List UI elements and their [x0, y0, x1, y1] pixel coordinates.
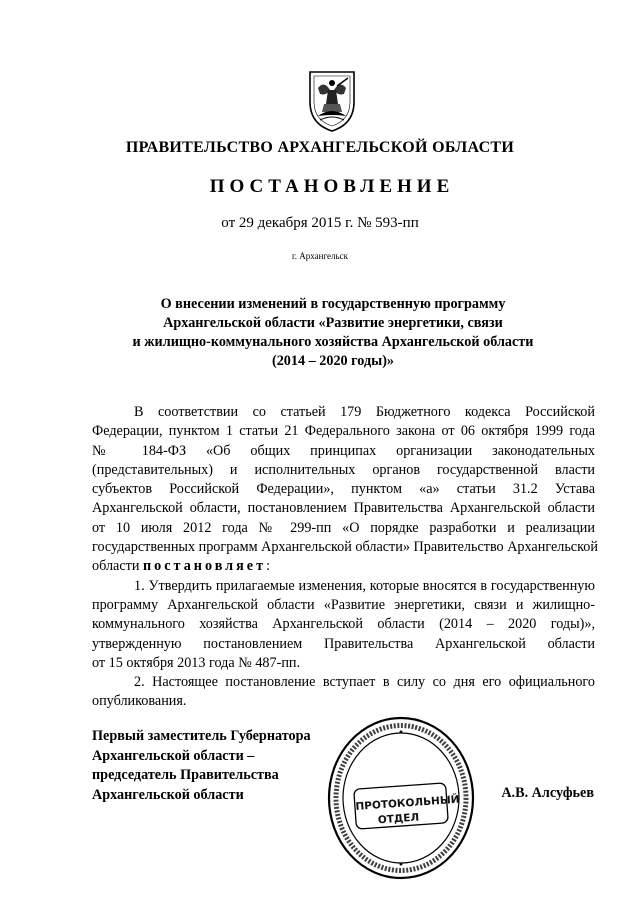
body-line-resolves — [92, 557, 595, 576]
item1-line: от 15 октября 2013 года № 487-пп. — [92, 654, 301, 671]
organization-name: ПРАВИТЕЛЬСТВО АРХАНГЕЛЬСКОЙ ОБЛАСТИ — [125, 139, 515, 156]
coat-of-arms-icon — [304, 68, 360, 134]
stamp-label-line: ОТДЕЛ — [377, 811, 420, 827]
resolves-word: постановляет — [142, 558, 267, 575]
preamble-end: области — [92, 558, 140, 575]
signer-position-line: председатель Правительства — [92, 767, 279, 783]
title-line: О внесении изменений в государственную программу — [160, 296, 506, 312]
item1-line: коммунального хозяйства Архангельской области (2014 – 2020 годы)», — [92, 616, 595, 633]
stamp-label-line: ПРОТОКОЛЬНЫЙ — [355, 793, 460, 813]
body-line: Федерации, пунктом 1 статьи 21 Федерального закона от 06 октября 1999 года — [92, 423, 595, 440]
signer-position-line: Первый заместитель Губернатора — [92, 728, 311, 744]
document-type: ПОСТАНОВЛЕНИЕ — [209, 176, 455, 197]
item2-line: 2. Настоящее постановление вступает в силу со дня его официального — [134, 674, 595, 691]
resolves-colon: : — [266, 558, 271, 575]
item1-line: программу Архангельской области «Развитие энергетики, связи и жилищно- — [92, 596, 595, 613]
title-line: Архангельской области «Развитие энергетики, связи — [163, 315, 503, 331]
document-place: г. Архангельск — [292, 251, 348, 261]
body-line: Архангельской области, постановлением Правительства Архангельской области — [92, 500, 595, 517]
signer-position — [92, 727, 311, 805]
body-line: № 184-ФЗ «Об общих принципах организации законодательных — [92, 442, 595, 459]
signer-position-line: Архангельской области — [92, 786, 244, 803]
body-line: субъектов Российской Федерации», пунктом «а» статьи 31.2 Устава — [92, 481, 595, 498]
document-date-number: от 29 декабря 2015 г. № 593-пп — [221, 215, 419, 231]
signer-name: А.В. Алсуфьев — [501, 785, 594, 801]
body-line: государственных программ Архангельской области» Правительство Архангельской — [92, 539, 598, 556]
document-title — [100, 295, 566, 371]
signer-position-line: Архангельской области – — [92, 747, 255, 764]
stamp-label — [355, 793, 460, 830]
title-line: (2014 – 2020 годы)» — [271, 353, 395, 369]
document-body — [92, 403, 598, 712]
body-line: В соответствии со статьей 179 Бюджетного кодекса Российской — [134, 404, 595, 420]
body-line: (представительных) и исполнительных органов государственной власти — [92, 461, 595, 478]
item1-line: 1. Утвердить прилагаемые изменения, которые вносятся в государственную — [134, 577, 595, 594]
body-line: от 10 июля 2012 года № 299-пп «О порядке разработки и реализации — [92, 519, 595, 536]
item1-line: утвержденную постановлением Правительства Архангельской области — [92, 635, 595, 652]
item2-line: опубликования. — [92, 693, 187, 710]
title-line: и жилищно-коммунального хозяйства Архангельской области — [132, 334, 534, 350]
